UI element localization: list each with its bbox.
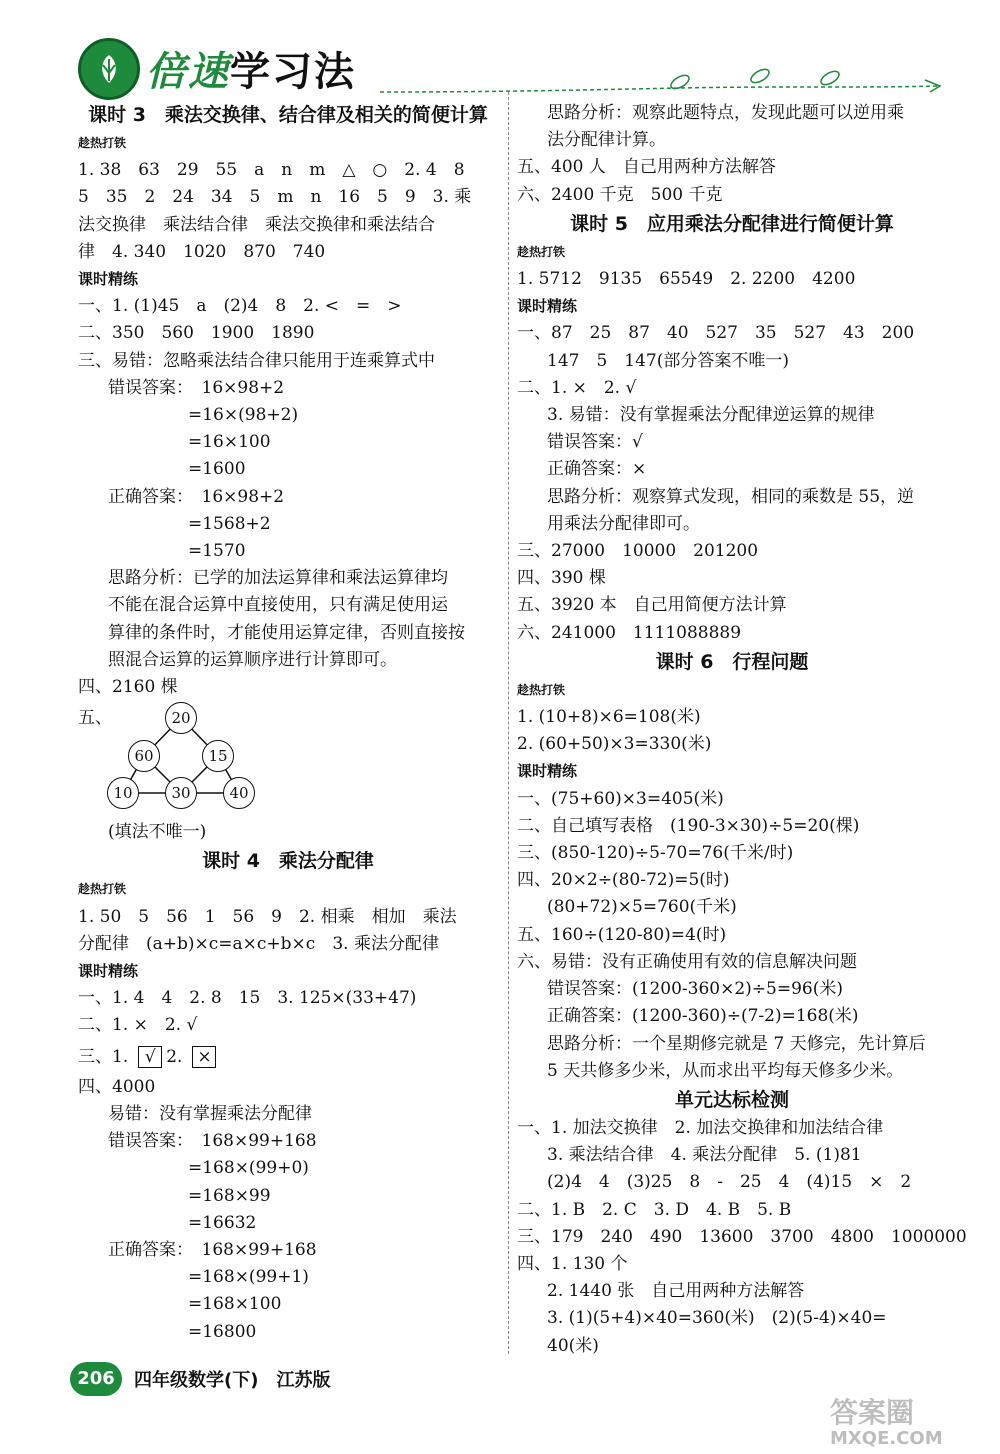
question-label: 五、 (78, 708, 112, 729)
answer-line: 一、1. 加法交换律 2. 加法交换律和加法结合律 (517, 1117, 884, 1138)
answer-line: (填法不唯一) (108, 822, 207, 843)
answer-line: 思路分析：一个星期修完就是 7 天修完，先计算后 (547, 1033, 926, 1054)
answer-line: 正确答案： 16×98+2 (108, 486, 285, 507)
answer-line: 四、4000 (78, 1076, 156, 1097)
answer-line: 2. 1440 张 自己用两种方法解答 (547, 1281, 805, 1302)
number-triangle (78, 701, 498, 819)
answer-line: 40(米) (547, 1335, 599, 1356)
answer-line: 5 天共修多少米，从而求出平均每天修多少米。 (547, 1060, 904, 1081)
lesson-heading: 课时 5 应用乘法分配律进行简便计算 (570, 212, 894, 235)
answer-line: 分配律 (a+b)×c=a×c+b×c 3. 乘法分配律 (78, 933, 439, 954)
calc-step: =1600 (188, 459, 246, 480)
answer-line: 一、87 25 87 40 527 35 527 43 200 (517, 323, 915, 344)
answer-line: 1. (10+8)×6=108(米) (517, 707, 701, 728)
answer-line: 一、1. 4 4 2. 8 15 3. 125×(33+47) (78, 988, 417, 1009)
answer-line: 5 35 2 24 34 5 m n 16 5 9 3. 乘 (78, 187, 472, 208)
warmup-label: 趁热打铁 (78, 136, 127, 150)
watermark-line2: MXQE.COM (830, 1428, 943, 1449)
answer-line: 3. 乘法结合律 4. 乘法分配律 5. (1)81 (547, 1145, 862, 1166)
answer-line: (2)4 4 (3)25 8 - 25 4 (4)15 × 2 (547, 1172, 912, 1193)
answer-line: 错误答案： 16×98+2 (108, 377, 285, 398)
answer-line: 四、20×2÷(80-72)=5(时) (517, 870, 730, 891)
calc-step: =16×100 (188, 432, 271, 453)
answer-line: 二、350 560 1900 1890 (78, 323, 315, 344)
lesson-heading: 课时 4 乘法分配律 (202, 850, 374, 873)
section-label: 课时精练 (517, 762, 578, 781)
answer-line: 正确答案： 168×99+168 (108, 1239, 317, 1260)
calc-step: =16800 (188, 1321, 257, 1342)
answer-line: 三、易错：忽略乘法结合律只能用于连乘算式中 (78, 350, 435, 371)
answer-line: 三、(850-120)÷5-70=76(千米/时) (517, 843, 794, 864)
answer-line: 错误答案： 168×99+168 (108, 1131, 317, 1152)
answer-line: 思路分析：观察此题特点，发现此题可以逆用乘 (547, 103, 904, 123)
answer-line: 六、2400 千克 500 千克 (517, 184, 723, 205)
book-logo-icon (78, 38, 140, 100)
right-column (517, 100, 967, 1360)
answer-line: 三、27000 10000 201200 (517, 541, 759, 562)
answer-line: 二、1. B 2. C 3. D 4. B 5. B (517, 1199, 792, 1220)
answer-line: 正确答案：× (547, 459, 647, 480)
answer-line: 1. 38 63 29 55 a n m △ ○ 2. 4 8 (78, 160, 465, 181)
header-decoration-icon (380, 60, 960, 100)
answer-line: 六、易错：没有正确使用有效的信息解决问题 (517, 951, 857, 972)
page-number: 206 (70, 1362, 122, 1396)
answer-line: 一、1. (1)45 a (2)4 8 2. < = > (78, 296, 402, 317)
calc-step: =1568+2 (188, 513, 271, 534)
answer-line: 易错：没有掌握乘法分配律 (108, 1103, 312, 1124)
lesson-heading: 课时 3 乘法交换律、结合律及相关的简便计算 (88, 104, 488, 126)
answer-line: (80+72)×5=760(千米) (547, 897, 737, 918)
calc-step: =168×100 (188, 1294, 282, 1315)
answer-line: 法交换律 乘法结合律 乘法交换律和乘法结合 (78, 214, 435, 235)
answer-line: 147 5 147(部分答案不唯一) (547, 350, 789, 371)
number-node: 20 (165, 702, 197, 734)
calc-step: =16632 (188, 1212, 257, 1233)
page-header (0, 0, 1000, 100)
warmup-label: 趁热打铁 (517, 682, 566, 697)
calc-step: =168×(99+0) (188, 1158, 309, 1179)
answer-line: 1. 5712 9135 65549 2. 2200 4200 (517, 269, 856, 290)
calc-step: =168×(99+1) (188, 1267, 309, 1288)
number-node: 40 (223, 777, 255, 809)
answer-line: 六、241000 1111088889 (517, 622, 742, 643)
answer-text: 三、1. (78, 1046, 129, 1067)
boxed-mark: × (192, 1046, 216, 1068)
answer-line: 2. (60+50)×3=330(米) (517, 734, 712, 755)
book-title: 四年级数学(下) 江苏版 (134, 1370, 331, 1391)
answer-line: 1. 50 5 56 1 56 9 2. 相乘 相加 乘法 (78, 906, 457, 927)
answer-line: 算律的条件时，才能使用运算定律，否则直接按 (108, 622, 465, 643)
answer-line: 错误答案：(1200-360×2)÷5=96(米) (547, 979, 843, 1000)
column-divider (508, 92, 509, 1354)
answer-line: 四、1. 130 个 (517, 1253, 628, 1274)
brand-title-green: 倍速 (146, 49, 230, 95)
answer-line: 错误答案：√ (547, 432, 643, 453)
answer-line (78, 1040, 498, 1074)
boxed-mark: √ (138, 1046, 162, 1068)
section-label: 课时精练 (78, 270, 139, 289)
number-node: 30 (165, 777, 197, 809)
answer-line: 思路分析：观察算式发现，相同的乘数是 55，逆 (547, 486, 915, 507)
answer-line: 二、自己填写表格 (190-3×30)÷5=20(棵) (517, 815, 860, 836)
answer-line: 四、2160 棵 (78, 677, 178, 698)
calc-step: =16×(98+2) (188, 405, 299, 426)
answer-line: 三、179 240 490 13600 3700 4800 1000000 (517, 1226, 967, 1247)
warmup-label: 趁热打铁 (78, 882, 127, 897)
calc-step: =1570 (188, 541, 246, 562)
calc-step: =168×99 (188, 1185, 271, 1206)
answer-line: 思路分析：已学的加法运算律和乘法运算律均 (108, 568, 448, 589)
answer-line: 五、3920 本 自己用简便方法计算 (517, 595, 787, 616)
answer-line: 二、1. × 2. √ (78, 1015, 198, 1036)
lesson-heading: 单元达标检测 (674, 1088, 789, 1111)
answer-line: 五、160÷(120-80)=4(时) (517, 924, 727, 945)
lesson-heading: 课时 6 行程问题 (655, 650, 809, 673)
brand-title (146, 40, 356, 97)
brand-title-black: 学习法 (230, 49, 356, 95)
left-column (78, 100, 498, 1346)
answer-line: 用乘法分配律即可。 (547, 513, 700, 534)
answer-line: 一、(75+60)×3=405(米) (517, 788, 724, 809)
answer-line: 3. (1)(5+4)×40=360(米) (2)(5-4)×40= (547, 1308, 887, 1329)
number-node: 60 (128, 740, 160, 772)
answer-line: 律 4. 340 1020 870 740 (78, 241, 326, 262)
answer-line: 照混合运算的运算顺序进行计算即可。 (108, 649, 397, 670)
answer-line: 四、390 棵 (517, 568, 606, 589)
number-node: 10 (107, 777, 139, 809)
answer-line: 3. 易错：没有掌握乘法分配律逆运算的规律 (547, 405, 875, 426)
answer-line: 不能在混合运算中直接使用，只有满足使用运 (108, 595, 448, 616)
answer-line: 正确答案：(1200-360)÷(7-2)=168(米) (547, 1006, 859, 1027)
watermark-logo (822, 1390, 992, 1450)
watermark-line1: 答案圈 (830, 1396, 915, 1429)
answer-text: 2. (166, 1046, 183, 1067)
warmup-label: 趁热打铁 (517, 244, 566, 259)
answer-line: 二、1. × 2. √ (517, 377, 637, 398)
number-node: 15 (202, 740, 234, 772)
answer-line: 法分配律计算。 (547, 130, 666, 151)
section-label: 课时精练 (78, 962, 139, 981)
section-label: 课时精练 (517, 297, 578, 316)
answer-line: 五、400 人 自己用两种方法解答 (517, 157, 776, 178)
